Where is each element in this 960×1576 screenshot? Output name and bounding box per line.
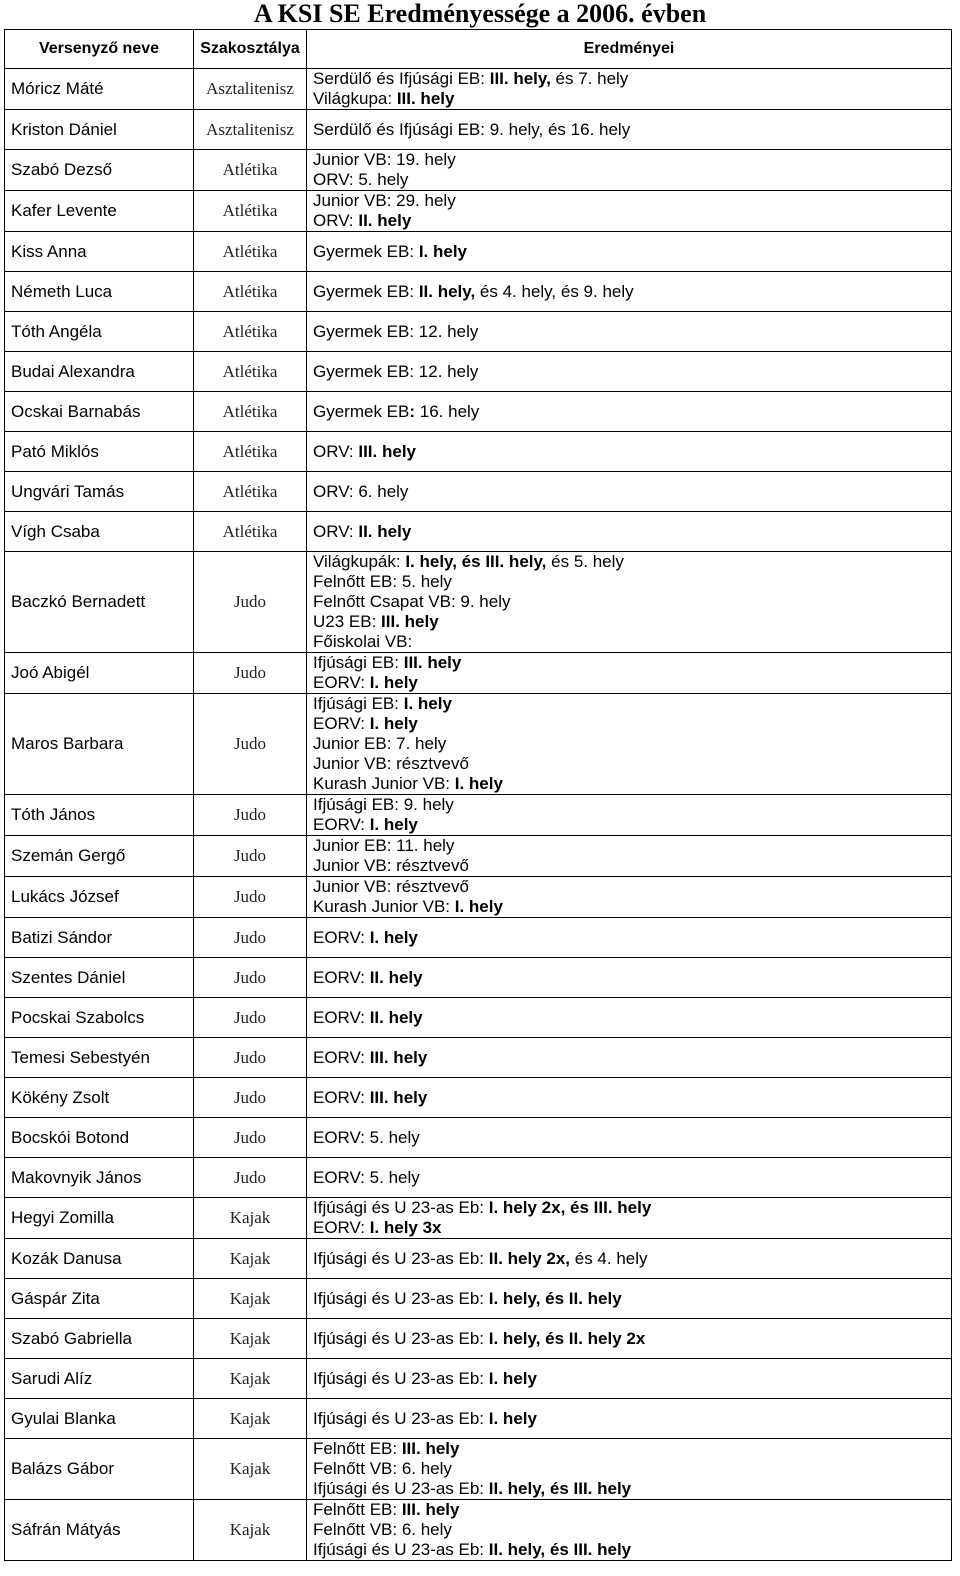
result-line: Ifjúsági és U 23-as Eb: II. hely, és III. hely [313, 1479, 632, 1498]
results-cell [307, 1118, 952, 1158]
result-line: ORV: 5. hely [313, 170, 409, 189]
athlete-name: Batizi Sándor [5, 918, 194, 958]
header-sport: Szakosztálya [194, 30, 307, 69]
table-row [5, 232, 952, 272]
sport-section: Asztalitenisz [194, 110, 307, 150]
results-cell [307, 1399, 952, 1439]
result-line: ORV: II. hely [313, 521, 412, 541]
result-line: EORV: III. hely [313, 1047, 428, 1067]
athlete-name: Balázs Gábor [5, 1439, 194, 1500]
results-cell [307, 512, 952, 552]
athlete-name: Makovnyik János [5, 1158, 194, 1198]
results-cell [307, 552, 952, 653]
table-row [5, 1279, 952, 1319]
table-row [5, 694, 952, 795]
result-line: Junior VB: 19. hely [313, 150, 456, 169]
result-line: Serdülő és Ifjúsági EB: 9. hely, és 16. hely [313, 119, 631, 139]
athlete-name: Kiss Anna [5, 232, 194, 272]
sport-section: Kajak [194, 1239, 307, 1279]
table-row [5, 1439, 952, 1500]
sport-section: Kajak [194, 1439, 307, 1500]
sport-section: Atlétika [194, 272, 307, 312]
results-cell [307, 110, 952, 150]
sport-section: Judo [194, 958, 307, 998]
sport-section: Atlétika [194, 312, 307, 352]
athlete-name: Tóth Angéla [5, 312, 194, 352]
table-row [5, 918, 952, 958]
results-cell [307, 694, 952, 795]
result-line: Ifjúsági és U 23-as Eb: I. hely 2x, és III. hely [313, 1198, 652, 1217]
result-line: U23 EB: III. hely [313, 612, 439, 631]
athlete-name: Temesi Sebestyén [5, 1038, 194, 1078]
athlete-name: Kökény Zsolt [5, 1078, 194, 1118]
table-row [5, 998, 952, 1038]
results-cell [307, 795, 952, 836]
athlete-name: Ungvári Tamás [5, 472, 194, 512]
table-row [5, 552, 952, 653]
result-line: EORV: II. hely [313, 1007, 423, 1027]
result-line: Serdülő és Ifjúsági EB: III. hely, és 7. hely [313, 69, 629, 88]
athlete-name: Móricz Máté [5, 69, 194, 110]
results-cell [307, 191, 952, 232]
athlete-name: Bocskói Botond [5, 1118, 194, 1158]
result-line: Junior VB: résztvevő [313, 856, 469, 875]
results-cell [307, 1239, 952, 1279]
results-cell [307, 1359, 952, 1399]
results-cell [307, 232, 952, 272]
results-cell [307, 918, 952, 958]
sport-section: Atlétika [194, 512, 307, 552]
document-title: A KSI SE Eredményessége a 2006. évben [253, 0, 707, 28]
athlete-name: Sarudi Alíz [5, 1359, 194, 1399]
table-row [5, 392, 952, 432]
result-line: Világkupák: I. hely, és III. hely, és 5. hely [313, 552, 624, 571]
result-line: Főiskolai VB: [313, 632, 413, 651]
results-cell [307, 877, 952, 918]
sport-section: Kajak [194, 1279, 307, 1319]
result-line: EORV: I. hely [313, 927, 418, 947]
athlete-name: Kozák Danusa [5, 1239, 194, 1279]
sport-section: Judo [194, 694, 307, 795]
result-line: EORV: 5. hely [313, 1127, 420, 1147]
result-line: Felnőtt Csapat VB: 9. hely [313, 592, 511, 611]
result-line: Kurash Junior VB: I. hely [313, 774, 503, 793]
sport-section: Judo [194, 1078, 307, 1118]
sport-section: Judo [194, 1118, 307, 1158]
result-line: Kurash Junior VB: I. hely [313, 897, 503, 916]
athlete-name: Baczkó Bernadett [5, 552, 194, 653]
sport-section: Atlétika [194, 352, 307, 392]
athlete-name: Pató Miklós [5, 432, 194, 472]
result-line: Junior EB: 11. hely [313, 836, 455, 855]
result-line: Junior EB: 7. hely [313, 734, 447, 753]
sport-section: Judo [194, 1158, 307, 1198]
sport-section: Kajak [194, 1319, 307, 1359]
result-line: ORV: II. hely [313, 211, 412, 230]
result-line: Ifjúsági és U 23-as Eb: I. hely [313, 1408, 537, 1428]
table-row [5, 69, 952, 110]
sport-section: Kajak [194, 1500, 307, 1561]
result-line: ORV: III. hely [313, 441, 416, 461]
athlete-name: Szabó Dezső [5, 150, 194, 191]
results-cell [307, 1279, 952, 1319]
result-line: Felnőtt EB: III. hely [313, 1500, 460, 1519]
sport-section: Atlétika [194, 232, 307, 272]
table-row [5, 472, 952, 512]
table-row [5, 1399, 952, 1439]
sport-section: Judo [194, 653, 307, 694]
table-row [5, 191, 952, 232]
sport-section: Atlétika [194, 191, 307, 232]
sport-section: Atlétika [194, 432, 307, 472]
athlete-name: Vígh Csaba [5, 512, 194, 552]
result-line: Ifjúsági és U 23-as Eb: I. hely, és II. hely 2x [313, 1328, 646, 1348]
results-cell [307, 1198, 952, 1239]
table-row [5, 272, 952, 312]
result-line: Ifjúsági EB: 9. hely [313, 795, 454, 814]
results-table [4, 29, 952, 1561]
results-cell [307, 69, 952, 110]
sport-section: Judo [194, 836, 307, 877]
result-line: Ifjúsági és U 23-as Eb: I. hely, és II. hely [313, 1288, 622, 1308]
results-cell [307, 998, 952, 1038]
athlete-name: Maros Barbara [5, 694, 194, 795]
table-row [5, 1078, 952, 1118]
sport-section: Judo [194, 998, 307, 1038]
sport-section: Judo [194, 552, 307, 653]
sport-section: Kajak [194, 1399, 307, 1439]
results-cell [307, 1078, 952, 1118]
result-line: Felnőtt VB: 6. hely [313, 1520, 452, 1539]
athlete-name: Kriston Dániel [5, 110, 194, 150]
table-row [5, 877, 952, 918]
result-line: ORV: 6. hely [313, 481, 409, 501]
athlete-name: Szentes Dániel [5, 958, 194, 998]
result-line: Gyermek EB: II. hely, és 4. hely, és 9. hely [313, 281, 634, 301]
result-line: Gyermek EB: 16. hely [313, 401, 480, 421]
results-cell [307, 1158, 952, 1198]
result-line: Felnőtt EB: 5. hely [313, 572, 452, 591]
athlete-name: Németh Luca [5, 272, 194, 312]
result-line: EORV: I. hely [313, 815, 418, 834]
athlete-name: Lukács József [5, 877, 194, 918]
table-row [5, 1359, 952, 1399]
table-row [5, 1319, 952, 1359]
athlete-name: Gáspár Zita [5, 1279, 194, 1319]
athlete-name: Szabó Gabriella [5, 1319, 194, 1359]
sport-section: Atlétika [194, 472, 307, 512]
sport-section: Judo [194, 877, 307, 918]
athlete-name: Gyulai Blanka [5, 1399, 194, 1439]
athlete-name: Hegyi Zomilla [5, 1198, 194, 1239]
athlete-name: Joó Abigél [5, 653, 194, 694]
result-line: Junior VB: 29. hely [313, 191, 456, 210]
sport-section: Kajak [194, 1198, 307, 1239]
table-row [5, 1198, 952, 1239]
results-cell [307, 1439, 952, 1500]
sport-section: Judo [194, 918, 307, 958]
table-row [5, 312, 952, 352]
results-cell [307, 150, 952, 191]
result-line: Felnőtt VB: 6. hely [313, 1459, 452, 1478]
athlete-name: Sáfrán Mátyás [5, 1500, 194, 1561]
table-row [5, 110, 952, 150]
result-line: EORV: II. hely [313, 967, 423, 987]
result-line: Gyermek EB: I. hely [313, 241, 467, 261]
results-cell [307, 653, 952, 694]
results-cell [307, 472, 952, 512]
sport-section: Kajak [194, 1359, 307, 1399]
results-cell [307, 432, 952, 472]
results-cell [307, 1319, 952, 1359]
result-line: EORV: I. hely [313, 714, 418, 733]
table-row [5, 1500, 952, 1561]
result-line: Junior VB: résztvevő [313, 754, 469, 773]
athlete-name: Pocskai Szabolcs [5, 998, 194, 1038]
sport-section: Judo [194, 1038, 307, 1078]
result-line: EORV: I. hely [313, 673, 418, 692]
table-row [5, 1158, 952, 1198]
result-line: EORV: I. hely 3x [313, 1218, 442, 1237]
results-cell [307, 312, 952, 352]
table-row [5, 432, 952, 472]
result-line: Gyermek EB: 12. hely [313, 321, 479, 341]
results-cell [307, 958, 952, 998]
header-results: Eredményei [307, 30, 952, 69]
results-cell [307, 836, 952, 877]
table-row [5, 958, 952, 998]
results-cell [307, 272, 952, 312]
results-cell [307, 352, 952, 392]
result-line: Gyermek EB: 12. hely [313, 361, 479, 381]
table-row [5, 836, 952, 877]
header-row [5, 30, 952, 69]
table-row [5, 1239, 952, 1279]
result-line: Felnőtt EB: III. hely [313, 1439, 460, 1458]
table-row [5, 352, 952, 392]
result-line: EORV: III. hely [313, 1087, 428, 1107]
table-row [5, 150, 952, 191]
athlete-name: Budai Alexandra [5, 352, 194, 392]
results-cell [307, 392, 952, 432]
result-line: Junior VB: résztvevő [313, 877, 469, 896]
sport-section: Atlétika [194, 150, 307, 191]
table-row [5, 653, 952, 694]
header-name: Versenyző neve [5, 30, 194, 69]
sport-section: Asztalitenisz [194, 69, 307, 110]
result-line: Ifjúsági és U 23-as Eb: II. hely, és III. hely [313, 1540, 632, 1559]
sport-section: Judo [194, 795, 307, 836]
sport-section: Atlétika [194, 392, 307, 432]
result-line: Ifjúsági és U 23-as Eb: II. hely 2x, és 4. hely [313, 1248, 648, 1268]
table-row [5, 512, 952, 552]
table-row [5, 795, 952, 836]
athlete-name: Tóth János [5, 795, 194, 836]
athlete-name: Szemán Gergő [5, 836, 194, 877]
results-cell [307, 1500, 952, 1561]
result-line: Világkupa: III. hely [313, 89, 455, 108]
result-line: Ifjúsági és U 23-as Eb: I. hely [313, 1368, 537, 1388]
table-row [5, 1038, 952, 1078]
athlete-name: Ocskai Barnabás [5, 392, 194, 432]
table-row [5, 1118, 952, 1158]
athlete-name: Kafer Levente [5, 191, 194, 232]
results-cell [307, 1038, 952, 1078]
result-line: Ifjúsági EB: III. hely [313, 653, 462, 672]
result-line: EORV: 5. hely [313, 1167, 420, 1187]
result-line: Ifjúsági EB: I. hely [313, 694, 452, 713]
